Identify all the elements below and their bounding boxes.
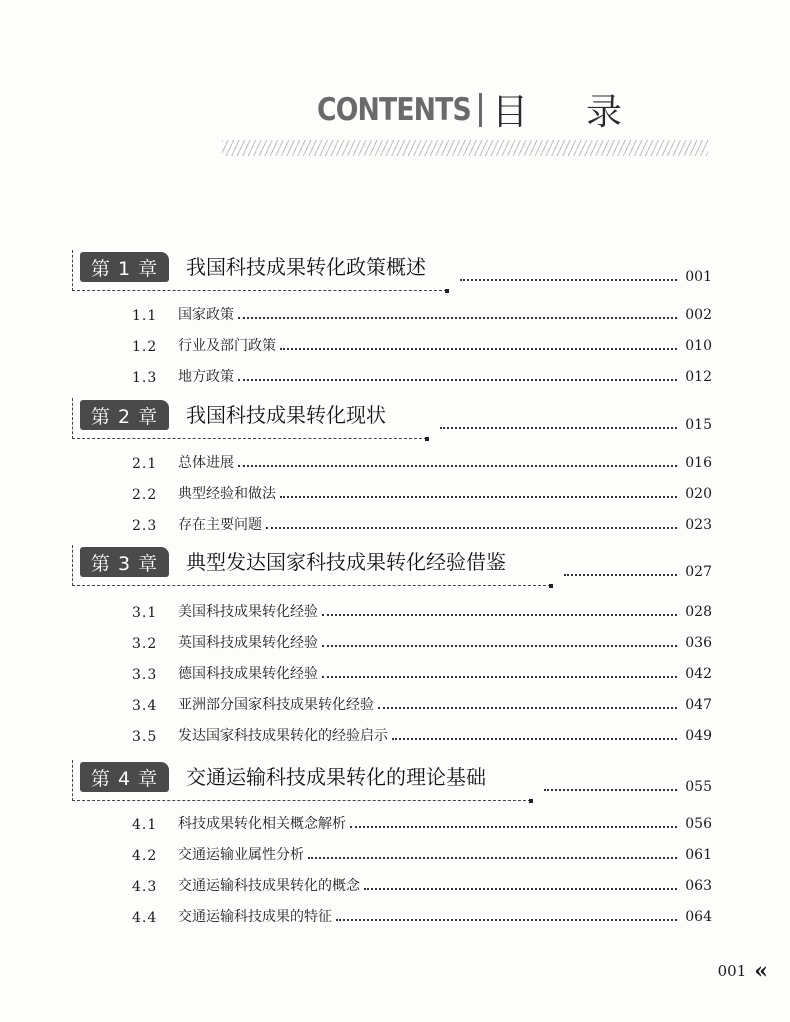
section-page-number: 042: [685, 666, 712, 682]
section-page-number: 064: [685, 909, 712, 925]
dot-leader: [238, 317, 677, 319]
chapter-title: 典型发达国家科技成果转化经验借鉴: [186, 550, 506, 574]
dot-leader: [322, 676, 677, 678]
section-number: 4.2: [132, 848, 158, 864]
chapter-page-number: 001: [685, 269, 712, 285]
section-title: 存在主要问题: [178, 517, 262, 533]
section-number: 4.1: [132, 817, 158, 833]
dot-leader: [378, 707, 677, 709]
decorative-hatch-band: [222, 140, 708, 156]
section-page-number: 036: [685, 635, 712, 651]
page-number: 001: [717, 962, 747, 980]
dot-leader: [336, 919, 677, 921]
contents-title-zh: 目录: [491, 92, 680, 133]
dot-leader: [322, 645, 677, 647]
section-title: 交通运输科技成果的特征: [178, 909, 332, 925]
dot-leader: [440, 426, 677, 429]
section-entry[interactable]: [132, 452, 712, 472]
section-title: 美国科技成果转化经验: [178, 604, 318, 620]
section-number: 3.5: [132, 729, 158, 745]
chapter-page-number: 027: [685, 564, 712, 580]
dot-leader: [280, 496, 677, 498]
section-number: 2.3: [132, 518, 158, 534]
chapter-label: 第 2 章: [80, 400, 169, 430]
section-title: 交通运输业属性分析: [178, 847, 304, 863]
dot-leader: [392, 738, 677, 740]
chapter-label: 第 1 章: [80, 252, 169, 282]
section-page-number: 063: [685, 878, 712, 894]
chapter-title: 我国科技成果转化现状: [186, 403, 386, 427]
section-page-number: 049: [685, 728, 712, 744]
dot-leader: [308, 857, 677, 859]
section-title: 行业及部门政策: [178, 338, 276, 354]
section-number: 3.4: [132, 698, 158, 714]
chapter-title: 交通运输科技成果转化的理论基础: [186, 765, 486, 789]
section-title: 国家政策: [178, 307, 234, 323]
section-entry[interactable]: [132, 601, 712, 621]
section-page-number: 012: [685, 369, 712, 385]
section-page-number: 016: [685, 455, 712, 471]
section-title: 总体进展: [178, 455, 234, 471]
dot-leader: [238, 379, 677, 381]
section-number: 1.1: [132, 308, 158, 324]
dot-leader: [364, 888, 677, 890]
dot-leader: [280, 348, 677, 350]
section-page-number: 002: [685, 307, 712, 323]
section-page-number: 047: [685, 697, 712, 713]
section-number: 4.3: [132, 879, 158, 895]
section-number: 4.4: [132, 910, 158, 926]
chapter-entry[interactable]: [72, 250, 712, 290]
page-footer: [718, 958, 768, 984]
section-number: 2.1: [132, 456, 158, 472]
section-entry[interactable]: [132, 844, 712, 864]
section-entry[interactable]: [132, 875, 712, 895]
page-arrows-icon: «: [754, 958, 768, 984]
contents-header: [292, 84, 680, 135]
chapter-entry[interactable]: [72, 545, 712, 585]
section-number: 1.3: [132, 370, 158, 386]
section-title: 典型经验和做法: [178, 486, 276, 502]
dot-leader: [238, 465, 677, 467]
dot-leader: [350, 826, 677, 828]
chapter-label: 第 4 章: [80, 762, 169, 792]
dot-leader: [460, 278, 677, 281]
section-entry[interactable]: [132, 725, 712, 745]
section-entry[interactable]: [132, 663, 712, 683]
section-number: 1.2: [132, 339, 158, 355]
dot-leader: [322, 614, 677, 616]
section-page-number: 061: [685, 847, 712, 863]
chapter-title: 我国科技成果转化政策概述: [186, 255, 426, 279]
dot-leader: [266, 527, 677, 529]
section-page-number: 020: [685, 486, 712, 502]
dot-leader: [544, 788, 677, 791]
section-title: 英国科技成果转化经验: [178, 635, 318, 651]
chapter-entry[interactable]: [72, 398, 712, 438]
section-page-number: 023: [685, 517, 712, 533]
section-entry[interactable]: [132, 632, 712, 652]
section-title: 德国科技成果转化经验: [178, 666, 318, 682]
dot-leader: [564, 573, 677, 576]
section-entry[interactable]: [132, 335, 712, 355]
section-entry[interactable]: [132, 694, 712, 714]
chapter-page-number: 055: [685, 779, 712, 795]
section-page-number: 028: [685, 604, 712, 620]
section-number: 3.3: [132, 667, 158, 683]
section-number: 3.2: [132, 636, 158, 652]
section-number: 2.2: [132, 487, 158, 503]
section-entry[interactable]: [132, 514, 712, 534]
section-title: 发达国家科技成果转化的经验启示: [178, 728, 388, 744]
section-title: 交通运输科技成果转化的概念: [178, 878, 360, 894]
section-entry[interactable]: [132, 304, 712, 324]
chapter-page-number: 015: [685, 417, 712, 433]
section-entry[interactable]: [132, 906, 712, 926]
chapter-label: 第 3 章: [80, 547, 169, 577]
contents-title-en: CONTENTS: [317, 91, 471, 128]
section-title: 地方政策: [178, 369, 234, 385]
section-entry[interactable]: [132, 813, 712, 833]
section-page-number: 056: [685, 816, 712, 832]
chapter-entry[interactable]: [72, 760, 712, 800]
section-title: 科技成果转化相关概念解析: [178, 816, 346, 832]
section-page-number: 010: [685, 338, 712, 354]
section-entry[interactable]: [132, 366, 712, 386]
section-number: 3.1: [132, 605, 158, 621]
header-divider: [479, 93, 482, 127]
section-entry[interactable]: [132, 483, 712, 503]
section-title: 亚洲部分国家科技成果转化经验: [178, 697, 374, 713]
